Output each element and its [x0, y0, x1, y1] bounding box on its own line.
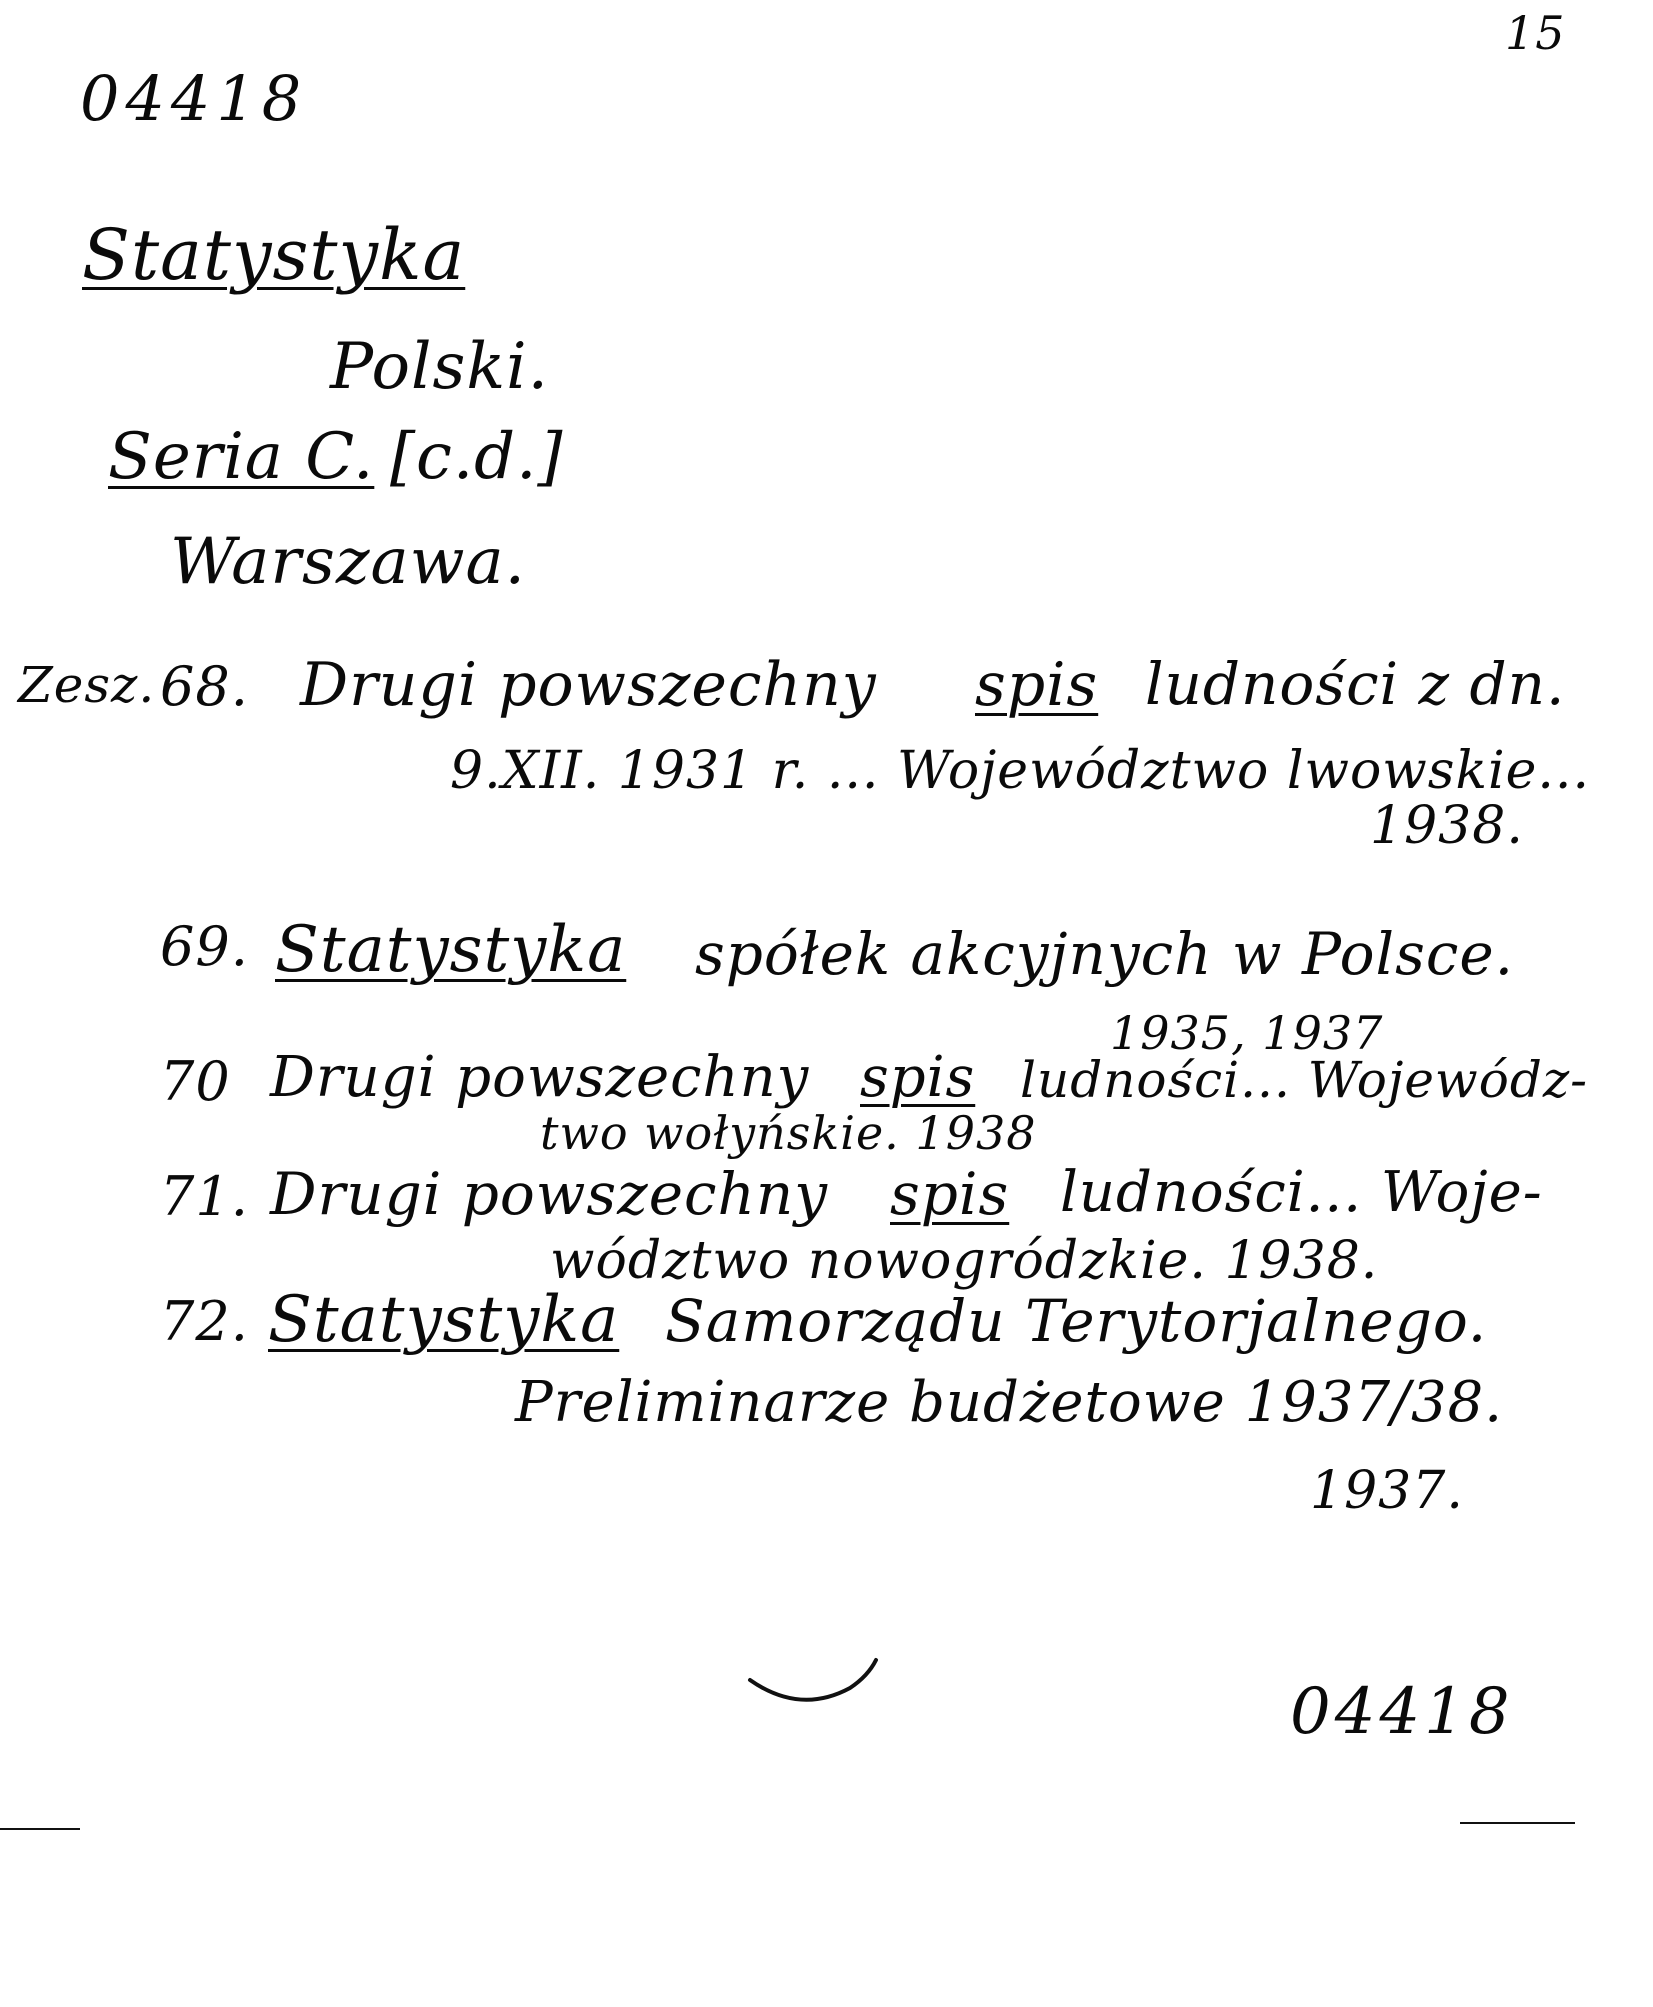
heading-series-note: [c.d.]	[390, 420, 564, 494]
heading-place: Warszawa.	[170, 525, 526, 599]
entry-68-year: 1938.	[1370, 796, 1524, 856]
entry-71-number: 71.	[160, 1165, 249, 1228]
entry-70-rest: ludności... Wojewódz-	[1020, 1051, 1589, 1109]
entry-71-lead: Drugi powszechny	[270, 1160, 828, 1228]
entry-71-rest: ludności... Woje-	[1060, 1160, 1543, 1225]
entry-72-number: 72.	[160, 1290, 249, 1353]
entry-68-line2: 9.XII. 1931 r. ... Województwo lwowskie...	[450, 741, 1590, 801]
entry-69-years: 1935, 1937	[1110, 1006, 1384, 1060]
entry-68-lead: Drugi powszechny	[300, 650, 877, 720]
entry-68-underlined: spis	[975, 650, 1099, 720]
page-number: 15	[1505, 6, 1566, 60]
entry-72-line2: Preliminarze budżetowe 1937/38.	[515, 1370, 1504, 1435]
heading-title: Statystyka	[82, 214, 466, 296]
entry-70-underlined: spis	[860, 1045, 976, 1110]
entry-68-rest: ludności z dn.	[1145, 650, 1566, 718]
entry-72-rest: Samorządu Terytorjalnego.	[665, 1287, 1488, 1355]
heading-series: Seria C.	[108, 420, 375, 494]
catalog-number-bottom: 04418	[1290, 1675, 1514, 1749]
entry-70-line2: two wołyńskie. 1938	[540, 1106, 1037, 1160]
entry-68-number: 68.	[160, 655, 249, 718]
entry-68-prefix: Zesz.	[18, 656, 156, 714]
entry-70-number: 70	[160, 1050, 231, 1113]
catalog-number-top: 04418	[80, 62, 308, 135]
entry-71-underlined: spis	[890, 1160, 1010, 1228]
bottom-left-rule	[0, 1828, 80, 1830]
entry-71-line2: wództwo nowogródzkie. 1938.	[550, 1231, 1379, 1291]
entry-72-underlined: Statystyka	[268, 1283, 620, 1357]
entry-69-rest: spółek akcyjnych w Polsce.	[695, 920, 1515, 988]
flourish-mark	[750, 1660, 890, 1730]
entry-70-lead: Drugi powszechny	[270, 1045, 810, 1110]
entry-69-number: 69.	[160, 915, 249, 978]
bottom-right-rule	[1460, 1822, 1575, 1824]
entry-72-year: 1937.	[1310, 1461, 1464, 1521]
entry-69-underlined: Statystyka	[275, 913, 627, 987]
heading-subtitle: Polski.	[330, 330, 549, 404]
